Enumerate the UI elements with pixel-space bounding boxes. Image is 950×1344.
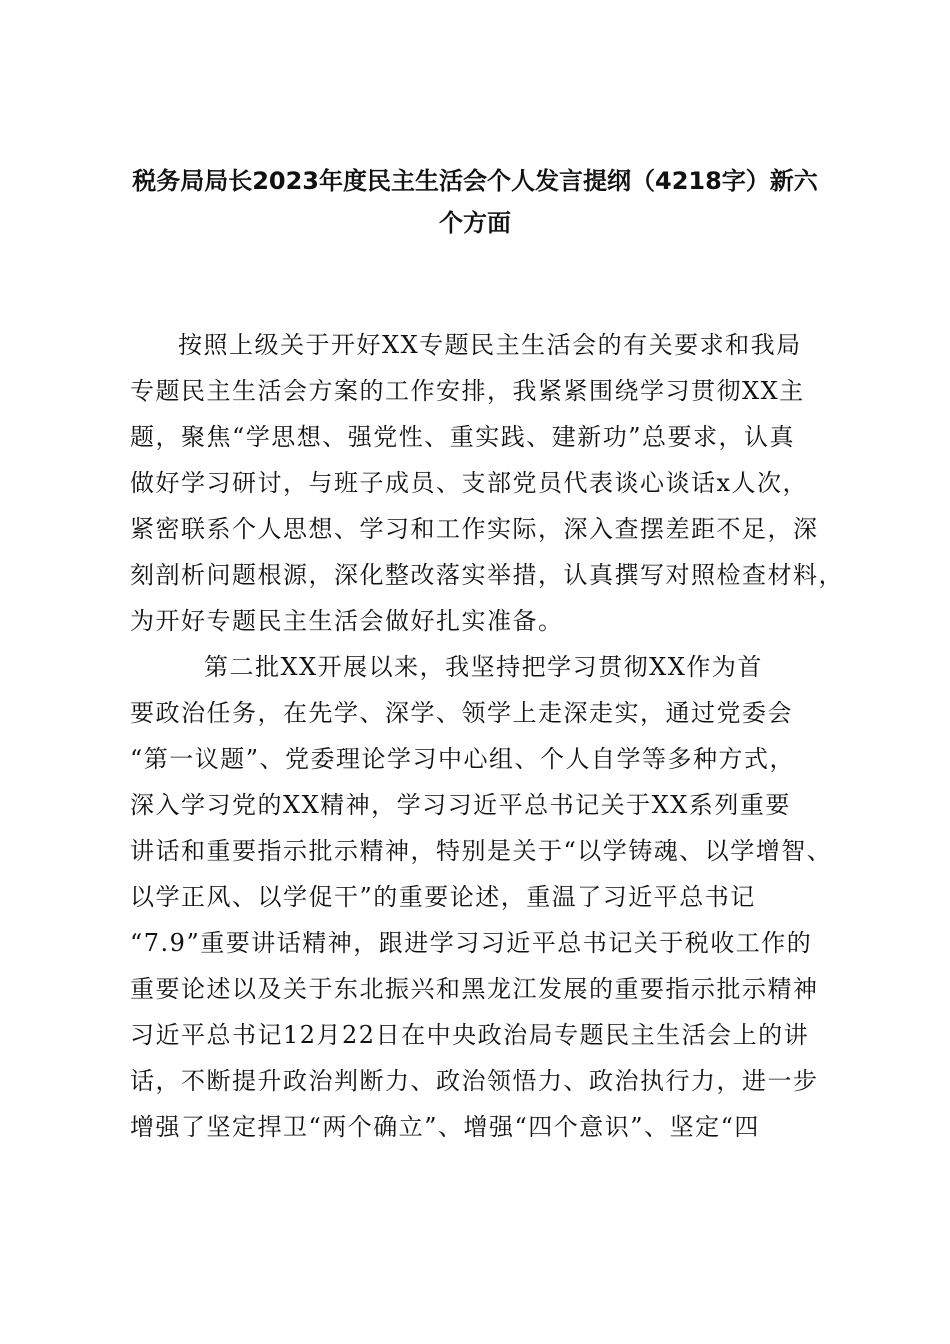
text-line: 习近平总书记12月22日在中央政治局专题民主生活会上的讲 — [130, 1021, 810, 1049]
title-line-2: 个方面 — [439, 209, 511, 237]
text-line: 第二批XX开展以来，我坚持把学习贯彻XX作为首 — [204, 653, 763, 681]
text-line: 刻剖析问题根源，深化整改落实举措，认真撰写对照检查材料， — [130, 561, 844, 589]
text-line: “7.9”重要讲话精神，跟进学习习近平总书记关于税收工作的 — [130, 929, 813, 957]
text-line: 题，聚焦“学思想、强党性、重实践、建新功”总要求，认真 — [130, 423, 796, 451]
text-line: 按照上级关于开好XX专题民主生活会的有关要求和我局 — [178, 331, 802, 359]
text-line: “第一议题”、党委理论学习中心组、个人自学等多种方式， — [130, 745, 796, 773]
text-line: 紧密联系个人思想、学习和工作实际，深入查摆差距不足，深 — [130, 515, 819, 543]
text-line: 重要论述以及关于东北振兴和黑龙江发展的重要指示批示精神 — [130, 975, 819, 1003]
paragraph-intro — [130, 322, 844, 644]
text-line: 增强了坚定捍卫“两个确立”、增强“四个意识”、坚定“四 — [130, 1113, 760, 1141]
text-line: 要政治任务，在先学、深学、领学上走深走实，通过党委会 — [130, 699, 793, 727]
text-line: 话，不断提升政治判断力、政治领悟力、政治执行力，进一步 — [130, 1067, 819, 1095]
text-line: 做好学习研讨，与班子成员、支部党员代表谈心谈话x人次， — [130, 469, 809, 497]
text-line: 专题民主生活会方案的工作安排，我紧紧围绕学习贯彻XX主 — [130, 377, 805, 405]
document-title — [120, 160, 830, 244]
text-line: 讲话和重要指示批示精神，特别是关于“以学铸魂、以学增智、 — [130, 837, 833, 865]
text-line: 为开好专题民主生活会做好扎实准备。 — [130, 607, 564, 635]
title-line-1: 税务局局长2023年度民主生活会个人发言提纲（4218字）新六 — [132, 167, 818, 195]
text-line: 深入学习党的XX精神，学习习近平总书记关于XX系列重要 — [130, 791, 791, 819]
paragraph-study — [130, 644, 833, 1150]
text-line: 以学正风、以学促干”的重要论述，重温了习近平总书记 — [130, 883, 756, 911]
